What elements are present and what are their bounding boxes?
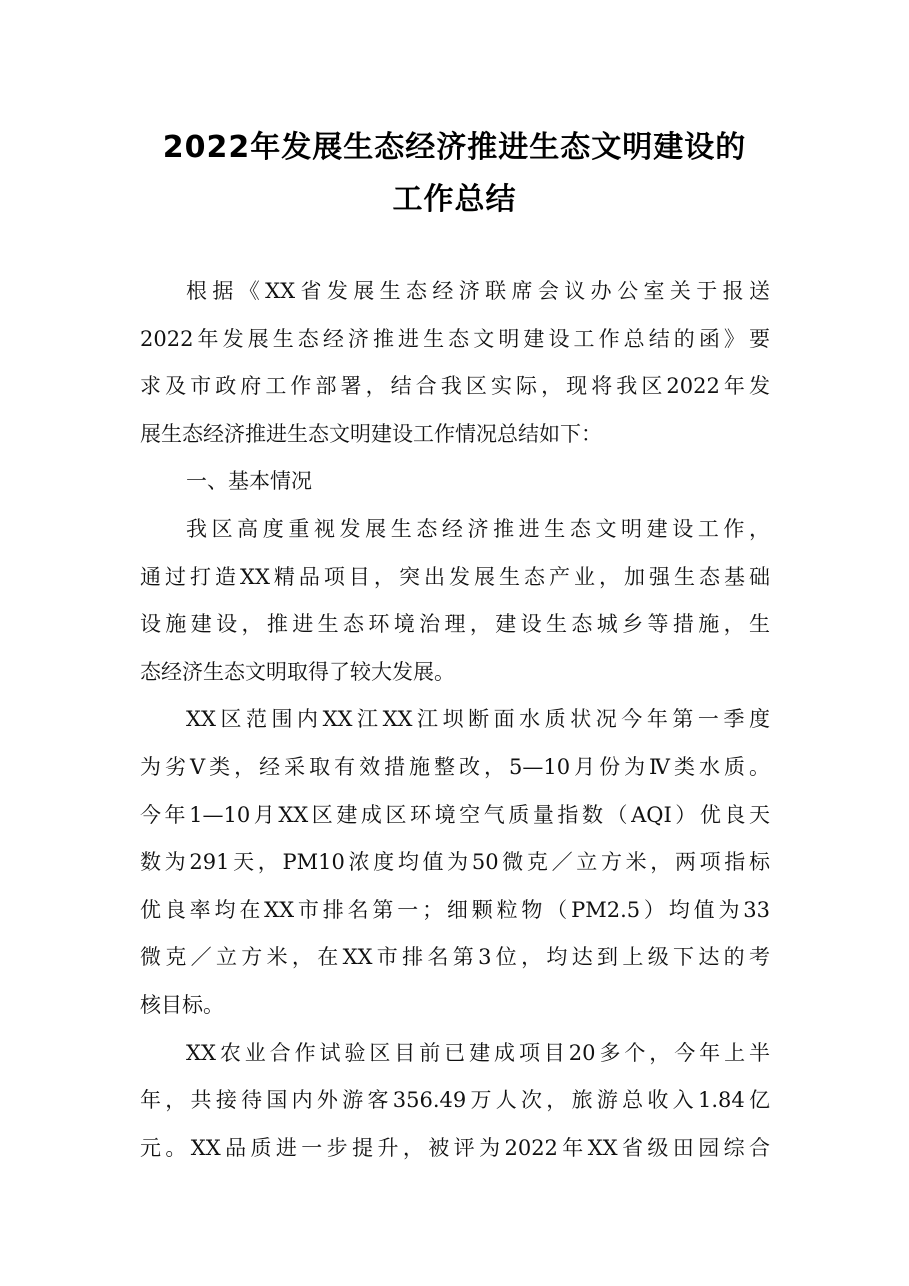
paragraph-line: 优良率均在XX市排名第一；细颗粒物（PM2.5）均值为33 [140,897,770,922]
paragraph-line: XX农业合作试验区目前已建成项目20多个，今年上半 [186,1040,770,1065]
paragraph-line: 元。XX品质进一步提升，被评为2022年XX省级田园综合 [140,1135,770,1160]
paragraph-line: 年，共接待国内外游客356.49万人次，旅游总收入1.84亿 [140,1088,770,1113]
paragraph-line: 我区高度重视发展生态经济推进生态文明建设工作， [186,516,770,541]
paragraph-line: 通过打造XX精品项目，突出发展生态产业，加强生态基础 [140,564,770,589]
paragraph-line: 展生态经济推进生态文明建设工作情况总结如下： [140,421,602,446]
title-line: 2022年发展生态经济推进生态文明建设的 [162,130,747,165]
section-heading: 一、基本情况 [186,469,312,494]
paragraph-line: 核目标。 [140,992,224,1017]
title-line: 工作总结 [392,182,517,217]
document-body [140,268,770,1172]
document-title [100,122,809,226]
paragraph-line: 2022年发展生态经济推进生态文明建设工作总结的函》要 [140,326,770,351]
paragraph-line: 态经济生态文明取得了较大发展。 [140,659,455,684]
paragraph-line: 今年1—10月XX区建成区环境空气质量指数（AQI）优良天 [140,802,770,827]
paragraph-line: 根据《XX省发展生态经济联席会议办公室关于报送 [186,279,770,303]
paragraph-line: 为劣Ⅴ类，经采取有效措施整改，5—10月份为Ⅳ类水质。 [140,754,770,779]
paragraph-line: 求及市政府工作部署，结合我区实际，现将我区2022年发 [140,374,770,399]
paragraph-line: 微克／立方米，在XX市排名第3位，均达到上级下达的考 [140,945,770,970]
paragraph-line: XX区范围内XX江XX江坝断面水质状况今年第一季度 [186,707,770,732]
paragraph-line: 数为291天，PM10浓度均值为50微克／立方米，两项指标 [140,850,770,875]
paragraph-line: 设施建设，推进生态环境治理，建设生态城乡等措施，生 [140,612,770,637]
